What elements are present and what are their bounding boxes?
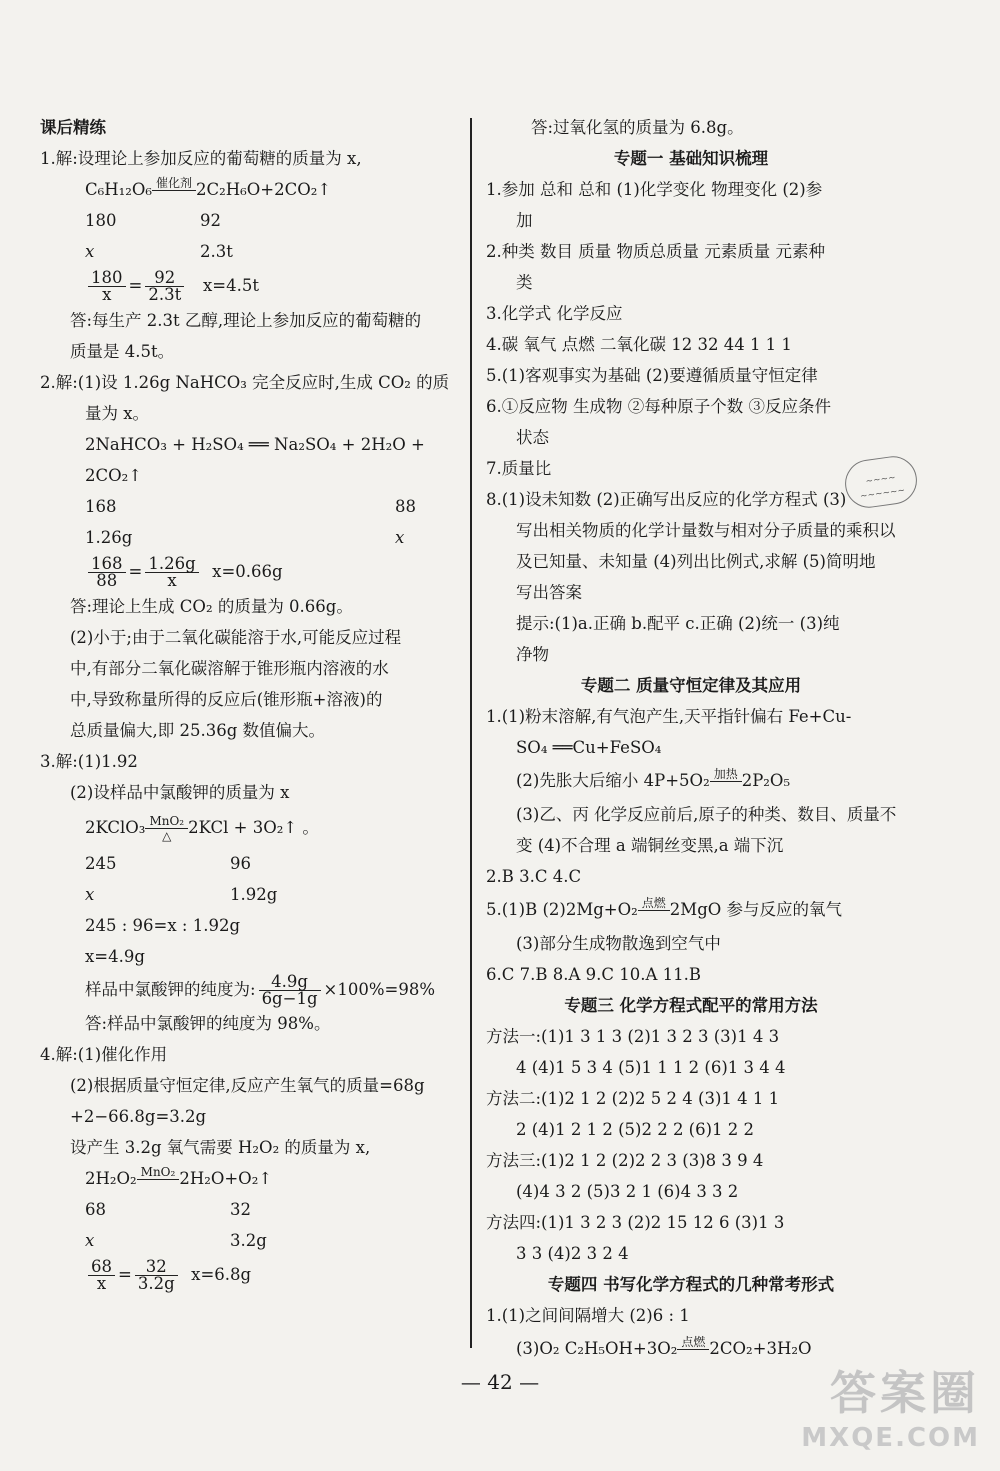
topic2-line4: (3)乙、丙 化学反应前后,原子的种类、数目、质量不 — [516, 805, 897, 824]
q1-proportion: $\frac{180}{x}$ = $\frac{92}{2.3t}$ x=4.5t — [40, 267, 455, 305]
list-item: 3.化学式 化学反应 — [486, 304, 623, 323]
list-item: 类 — [516, 273, 533, 292]
q4-line4: 设产生 3.2g 氧气需要 H₂O₂ 的质量为 x, — [70, 1138, 371, 1157]
list-item: (4)4 3 2 (5)3 2 1 (6)4 3 3 2 — [516, 1182, 739, 1201]
list-item: 4.碳 氧气 点燃 二氧化碳 12 32 44 1 1 1 — [486, 335, 792, 354]
q2-eq2: 2CO₂↑ — [85, 466, 143, 485]
q2-part2-4: 总质量偏大,即 25.36g 数值偏大。 — [70, 721, 326, 740]
watermark-logo-text: 答案圈 — [830, 1366, 980, 1420]
section-title: 课后精练 — [40, 118, 106, 137]
topic4-line1: 1.(1)之间间隔增大 (2)6 : 1 — [486, 1306, 690, 1325]
q3-ratio-row2: x 1.92g — [85, 885, 278, 904]
left-column — [40, 112, 455, 1294]
condition-arrow: 催化剂 — [152, 176, 196, 205]
page-number: — 42 — — [460, 1370, 540, 1394]
list-item: 5.(1)客观事实为基础 (2)要遵循质量守恒定律 — [486, 366, 818, 385]
list-item: 加 — [516, 211, 533, 230]
q2-answer: 答:理论上生成 CO₂ 的质量为 0.66g。 — [70, 597, 353, 616]
list-item: 写出相关物质的化学计量数与相对分子质量的乘积以 — [516, 521, 896, 540]
condition-arrow: 点燃 — [638, 896, 670, 925]
q3-line1: 3.解:(1)1.92 — [40, 752, 138, 771]
q4-line1: 4.解:(1)催化作用 — [40, 1045, 168, 1064]
q3-answer: 答:样品中氯酸钾的纯度为 98%。 — [85, 1014, 331, 1033]
list-item: 方法二:(1)2 1 2 (2)2 5 2 4 (3)1 4 1 1 — [486, 1089, 780, 1108]
condition-arrow: 加热 — [710, 767, 742, 796]
list-item: 1.参加 总和 总和 (1)化学变化 物理变化 (2)参 — [486, 180, 823, 199]
q2-part2-2: 中,有部分二氧化碳溶解于锥形瓶内溶液的水 — [70, 659, 389, 678]
q3-equation: 2KClO₃ MnO₂ △ 2KCl + 3O₂↑ 。 — [85, 814, 319, 843]
q3-ratio: 245 : 96=x : 1.92g — [85, 916, 241, 935]
column-divider — [470, 118, 472, 1348]
topic3-list — [486, 1021, 896, 1269]
topic2-line5: 变 (4)不合理 a 端铜丝变黑,a 端下沉 — [516, 836, 784, 855]
list-item: 6.①反应物 生成物 ②每种原子个数 ③反应条件 — [486, 397, 831, 416]
q1-ratio-row2: x 2.3t — [85, 242, 233, 261]
list-item: 7.质量比 — [486, 459, 552, 478]
q4-ratio-row1: 68 32 — [85, 1200, 251, 1219]
topic2-line6: 2.B 3.C 4.C — [486, 867, 582, 886]
q2-line2: 量为 x。 — [85, 404, 150, 423]
q1-answer1: 答:每生产 2.3t 乙醇,理论上参加反应的葡萄糖的 — [70, 311, 422, 330]
list-item: 8.(1)设未知数 (2)正确写出反应的化学方程式 (3) — [486, 490, 847, 509]
list-item: 及已知量、未知量 (4)列出比例式,求解 (5)简明地 — [516, 552, 876, 571]
topic4-line2: (3)O₂ C₂H₅OH+3O₂ 点燃 2CO₂+3H₂O — [486, 1331, 896, 1367]
q4-line3: +2−66.8g=3.2g — [70, 1107, 207, 1126]
q2-proportion: $\frac{168}{88}$ = $\frac{1.26g}{x}$ x=0.66g — [40, 553, 455, 591]
list-item: 方法四:(1)1 3 2 3 (2)2 15 12 6 (3)1 3 — [486, 1213, 785, 1232]
q2-ratio-row1: 168 88 — [85, 497, 416, 516]
q2-part2-3: 中,导致称量所得的反应后(锥形瓶+溶液)的 — [70, 690, 383, 709]
q3-ratio-row1: 245 96 — [85, 854, 251, 873]
list-item: 写出答案 — [516, 583, 582, 602]
list-item: 净物 — [516, 645, 549, 664]
list-item: 2.种类 数目 质量 物质总质量 元素质量 元素种 — [486, 242, 825, 261]
list-item: 状态 — [516, 428, 549, 447]
topic4-title: 专题四 书写化学方程式的几种常考形式 — [547, 1275, 835, 1294]
stamp-graphic: ~~~~ ~~~~~~ — [842, 453, 920, 511]
q4-proportion: $\frac{68}{x}$ = $\frac{32}{3.2g}$ x=6.8g — [40, 1256, 455, 1294]
condition-arrow: MnO₂ △ — [145, 814, 188, 843]
q4-equation: 2H₂O₂ MnO₂ 2H₂O+O₂↑ — [40, 1163, 455, 1194]
topic2-line2: SO₄ ══Cu+FeSO₄ — [516, 738, 662, 757]
list-item: 提示:(1)a.正确 b.配平 c.正确 (2)统一 (3)纯 — [516, 614, 840, 633]
list-item: 3 3 (4)2 3 2 4 — [516, 1244, 629, 1263]
list-item: 方法三:(1)2 1 2 (2)2 2 3 (3)8 3 9 4 — [486, 1151, 764, 1170]
q4-ratio-row2: x 3.2g — [85, 1231, 267, 1250]
list-item: 4 (4)1 5 3 4 (5)1 1 1 2 (6)1 3 4 4 — [516, 1058, 786, 1077]
q3-purity: 样品中氯酸钾的纯度为: $\frac{4.9g}{6g-1g}$ ×100%=98% — [85, 972, 436, 1008]
topic2-line3: (2)先胀大后缩小 4P+5O₂ 加热 2P₂O₅ — [486, 763, 896, 799]
right-column — [486, 112, 896, 1367]
q2-eq1: 2NaHCO₃ + H₂SO₄ ══ Na₂SO₄ + 2H₂O + — [85, 435, 425, 454]
topic2-line7: 5.(1)B (2)2Mg+O₂ 点燃 2MgO 参与反应的氧气 — [486, 892, 896, 928]
topic3-title: 专题三 化学方程式配平的常用方法 — [564, 996, 818, 1015]
watermark-url: MXQE.COM — [801, 1423, 980, 1453]
watermark — [801, 1357, 980, 1453]
list-item: 2 (4)1 2 1 2 (5)2 2 2 (6)1 2 2 — [516, 1120, 755, 1139]
q2-line1: 2.解:(1)设 1.26g NaHCO₃ 完全反应时,生成 CO₂ 的质 — [40, 373, 450, 392]
topic2-line1: 1.(1)粉末溶解,有气泡产生,天平指针偏右 Fe+Cu- — [486, 707, 852, 726]
topic2-line9: 6.C 7.B 8.A 9.C 10.A 11.B — [486, 965, 702, 984]
q2-ratio-row2: 1.26g x — [85, 528, 405, 547]
list-item: 方法一:(1)1 3 1 3 (2)1 3 2 3 (3)1 4 3 — [486, 1027, 780, 1046]
topic1-list — [486, 174, 896, 670]
q1-equation: C₆H₁₂O₆ 催化剂 2C₂H₆O+2CO₂↑ — [40, 174, 455, 205]
q2-part2-1: (2)小于;由于二氧化碳能溶于水,可能反应过程 — [70, 628, 402, 647]
condition-arrow: 点燃 — [677, 1335, 709, 1364]
q1-ratio-row1: 180 92 — [85, 211, 221, 230]
condition-arrow: MnO₂ — [137, 1165, 180, 1194]
top-answer: 答:过氧化氢的质量为 6.8g。 — [531, 118, 744, 137]
q1-line1: 1.解:设理论上参加反应的葡萄糖的质量为 x, — [40, 149, 362, 168]
q3-line2: (2)设样品中氯酸钾的质量为 x — [70, 783, 290, 802]
topic2-title: 专题二 质量守恒定律及其应用 — [580, 676, 802, 695]
topic2-line8: (3)部分生成物散逸到空气中 — [516, 934, 721, 953]
q1-answer2: 质量是 4.5t。 — [70, 342, 175, 361]
q3-result: x=4.9g — [85, 947, 145, 966]
topic1-title: 专题一 基础知识梳理 — [613, 149, 769, 168]
q4-line2: (2)根据质量守恒定律,反应产生氧气的质量=68g — [70, 1076, 425, 1095]
